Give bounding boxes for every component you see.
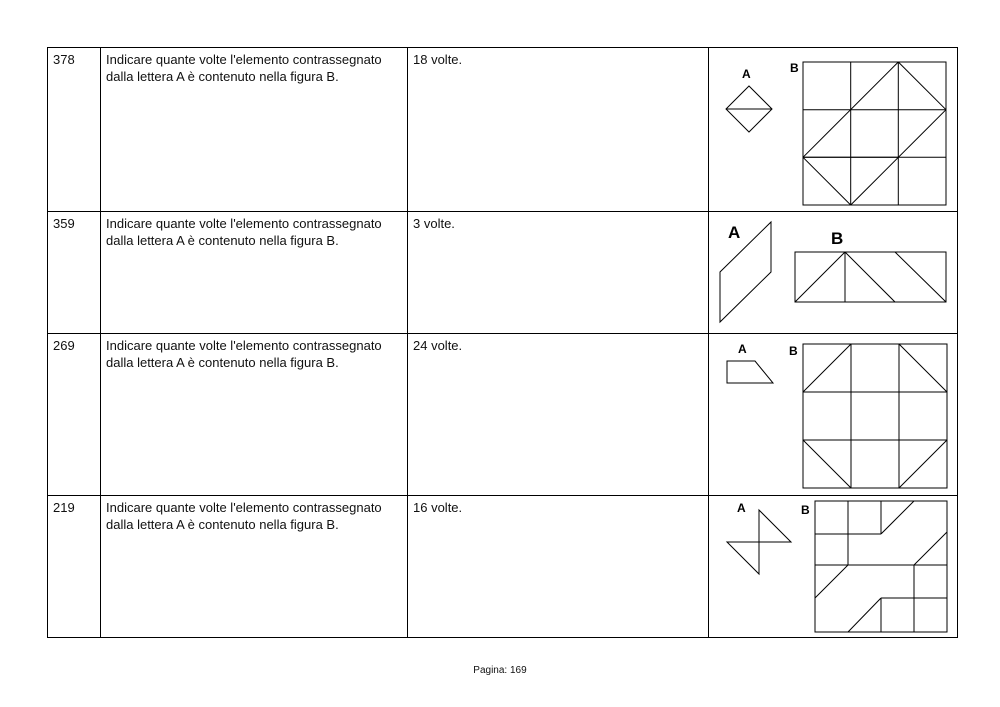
figure-label-a: A <box>742 67 751 81</box>
shape-b-strip <box>795 252 946 302</box>
page-number: Pagina: 169 <box>473 665 527 676</box>
answer-text: 3 volte. <box>408 212 709 334</box>
answer-text: 16 volte. <box>408 496 709 638</box>
figure-378 <box>709 48 958 211</box>
table-row <box>48 334 958 496</box>
figure-219 <box>709 496 958 637</box>
figure-label-b: B <box>801 503 810 517</box>
table-row <box>48 48 958 212</box>
question-number: 378 <box>48 48 101 212</box>
answer-text: 24 volte. <box>408 334 709 496</box>
question-text: Indicare quante volte l'elemento contrassegnato dalla lettera A è contenuto nella figura B. <box>101 212 408 334</box>
figure-cell <box>709 334 958 496</box>
shape-a-trapezoid <box>727 361 773 383</box>
shape-b-grid <box>803 344 947 488</box>
figure-cell <box>709 496 958 638</box>
shape-b-grid <box>803 62 946 205</box>
question-text: Indicare quante volte l'elemento contrassegnato dalla lettera A è contenuto nella figura B. <box>101 334 408 496</box>
figure-label-a: A <box>728 223 741 242</box>
figure-label-a: A <box>737 501 746 515</box>
answer-text: 18 volte. <box>408 48 709 212</box>
table-row <box>48 496 958 638</box>
shape-b-grid <box>815 501 947 632</box>
figure-269 <box>709 334 958 495</box>
shape-a-bowtie <box>727 510 791 574</box>
question-text: Indicare quante volte l'elemento contrassegnato dalla lettera A è contenuto nella figura B. <box>101 48 408 212</box>
figure-label-b: B <box>789 344 798 358</box>
figure-cell <box>709 212 958 334</box>
table-row <box>48 212 958 334</box>
figure-359 <box>709 212 958 333</box>
figure-label-b: B <box>790 61 799 75</box>
figure-label-a: A <box>738 342 747 356</box>
questions-table <box>47 47 958 638</box>
question-number: 359 <box>48 212 101 334</box>
question-text: Indicare quante volte l'elemento contrassegnato dalla lettera A è contenuto nella figura B. <box>101 496 408 638</box>
question-number: 269 <box>48 334 101 496</box>
shape-a-rhombus <box>726 86 772 132</box>
figure-label-b: B <box>831 229 844 248</box>
question-number: 219 <box>48 496 101 638</box>
figure-cell <box>709 48 958 212</box>
